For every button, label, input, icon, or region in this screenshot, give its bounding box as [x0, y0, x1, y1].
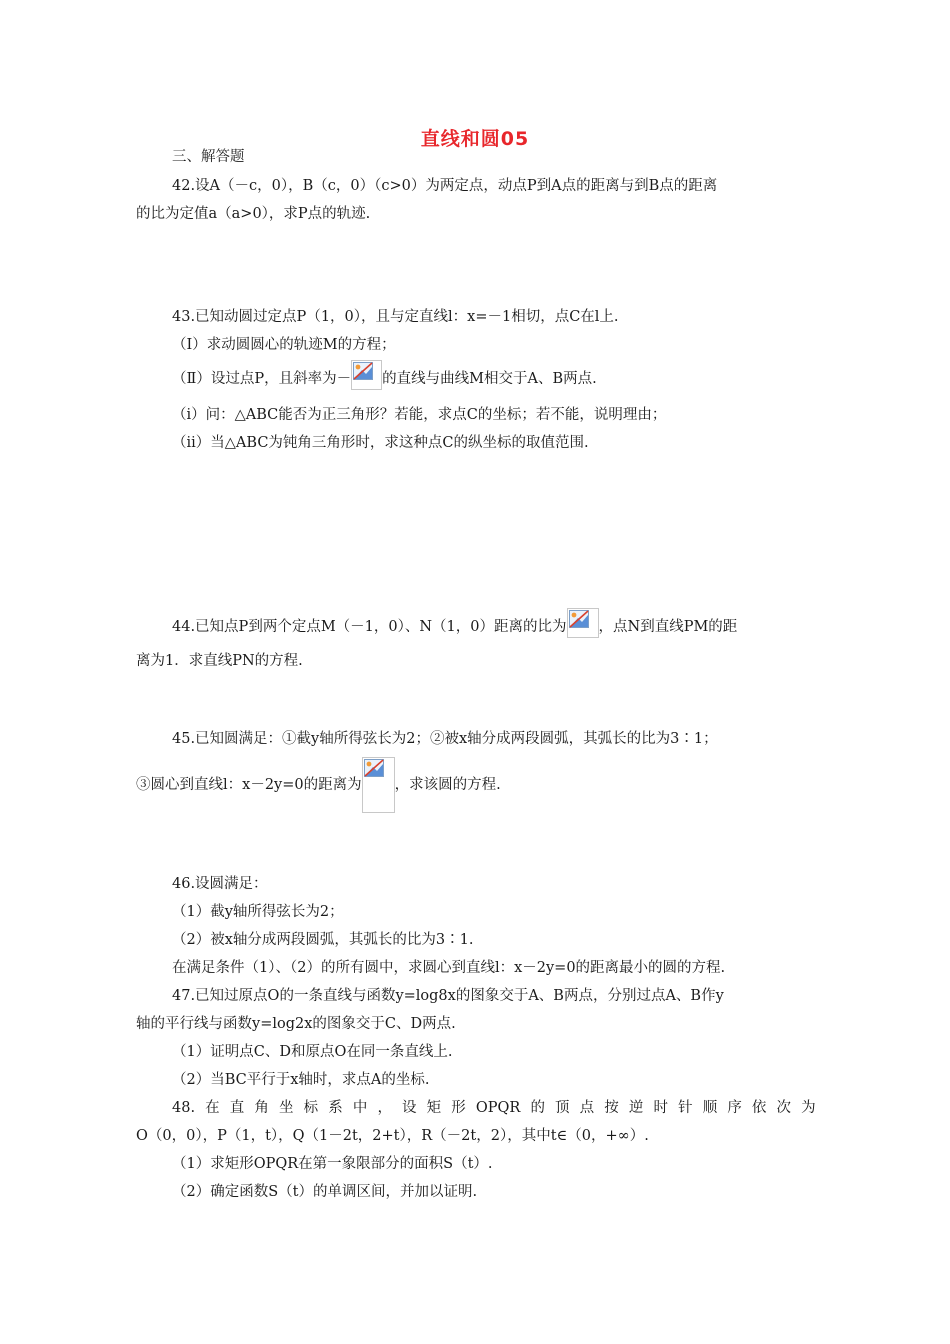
- q47-line2: 轴的平行线与函数y=log2x的图象交于C、D两点.: [136, 1016, 456, 1032]
- q48-word: 顺: [702, 1100, 718, 1116]
- q48-word: 在: [205, 1100, 220, 1116]
- q48-word: 系: [328, 1100, 343, 1116]
- section-heading: 三、解答题: [172, 149, 245, 165]
- q43-line2: （Ⅰ）求动圆圆心的轨迹M的方程；: [172, 337, 396, 353]
- q48-word: 点: [579, 1100, 595, 1116]
- q48-line3: （1）求矩形OPQR在第一象限部分的面积S（t）.: [172, 1156, 493, 1172]
- q46-line4: 在满足条件（1）、（2）的所有圆中，求圆心到直线l：x－2y=0的距离最小的圆的方程.: [172, 960, 726, 976]
- q48-word: 矩: [426, 1100, 442, 1116]
- q46-line1: 46.设圆满足：: [172, 876, 268, 892]
- q45-line1: 45.已知圆满足：①截y轴所得弦长为2；②被x轴分成两段圆弧，其弧长的比为3∶1；: [172, 731, 718, 747]
- q48-line1: [172, 1098, 816, 1118]
- q48-word: 中: [352, 1100, 368, 1116]
- q47-line3: （1）证明点C、D和原点O在同一条直线上.: [172, 1044, 453, 1060]
- q47-line4: （2）当BC平行于x轴时，求点A的坐标.: [172, 1072, 430, 1088]
- q45-line2-a: ③圆心到直线l：x－2y=0的距离为: [136, 777, 362, 793]
- broken-image-icon: [351, 360, 382, 390]
- q46-line2: （1）截y轴所得弦长为2；: [172, 904, 344, 920]
- q47-line1: 47.已知过原点O的一条直线与函数y=log8x的图象交于A、B两点，分别过点A、B作y: [172, 988, 724, 1004]
- page-title: 直线和圆05: [420, 128, 530, 150]
- q44-line1-b: ，点N到直线PM的距: [598, 619, 738, 635]
- q48-word: 标: [303, 1100, 319, 1116]
- q44-line1: [172, 616, 737, 638]
- q43-line3: [172, 368, 597, 390]
- q48-word: 依: [751, 1100, 767, 1116]
- q48-word: 的: [530, 1100, 545, 1116]
- q43-line5: （ii）当△ABC为钝角三角形时，求这种点C的纵坐标的取值范围.: [172, 435, 589, 451]
- q43-line3-b: 的直线与曲线M相交于A、B两点.: [382, 371, 597, 387]
- q48-word: 直: [229, 1100, 245, 1116]
- q45-line2: [136, 757, 501, 813]
- q48-word: 坐: [279, 1100, 294, 1116]
- q44-line1-a: 44.已知点P到两个定点M（－1，0）、N（1，0）距离的比为: [172, 619, 567, 635]
- q48-line2: O（0，0），P（1，t），Q（1－2t，2+t），R（－2t，2），其中t∈（0，+∞）.: [136, 1128, 649, 1144]
- q48-word: ，: [377, 1100, 392, 1116]
- q48-word: 按: [604, 1100, 619, 1116]
- q48-word: 逆: [628, 1100, 644, 1116]
- q42-line1: 42.设A（－c，0），B（c，0）（c>0）为两定点，动点P到A点的距离与到B点的距离: [172, 178, 718, 194]
- q42-line2: 的比为定值a（a>0），求P点的轨迹.: [136, 206, 371, 222]
- q48-word: 设: [402, 1100, 417, 1116]
- q48-word: 48.: [172, 1100, 196, 1116]
- q48-word: 次: [776, 1100, 792, 1116]
- q43-line1: 43.已知动圆过定点P（1，0），且与定直线l：x=－1相切，点C在l上.: [172, 309, 619, 325]
- q48-word: 时: [653, 1100, 668, 1116]
- q48-word: 序: [727, 1100, 742, 1116]
- q45-line2-b: ，求该圆的方程.: [394, 777, 501, 793]
- q48-word: OPQR: [475, 1100, 521, 1116]
- q48-word: 为: [801, 1100, 816, 1116]
- q43-line4: （i）问：△ABC能否为正三角形？若能，求点C的坐标；若不能，说明理由；: [172, 407, 667, 423]
- q48-word: 顶: [555, 1100, 570, 1116]
- q48-word: 形: [451, 1100, 466, 1116]
- q44-line2: 离为1．求直线PN的方程.: [136, 653, 303, 669]
- q43-line3-a: （Ⅱ）设过点P，且斜率为－: [172, 371, 352, 387]
- broken-image-icon: [362, 757, 395, 813]
- q48-word: 针: [678, 1100, 693, 1116]
- q46-line3: （2）被x轴分成两段圆弧，其弧长的比为3∶1.: [172, 932, 474, 948]
- q48-line4: （2）确定函数S（t）的单调区间，并加以证明.: [172, 1184, 478, 1200]
- broken-image-icon: [567, 608, 599, 638]
- q48-word: 角: [254, 1100, 269, 1116]
